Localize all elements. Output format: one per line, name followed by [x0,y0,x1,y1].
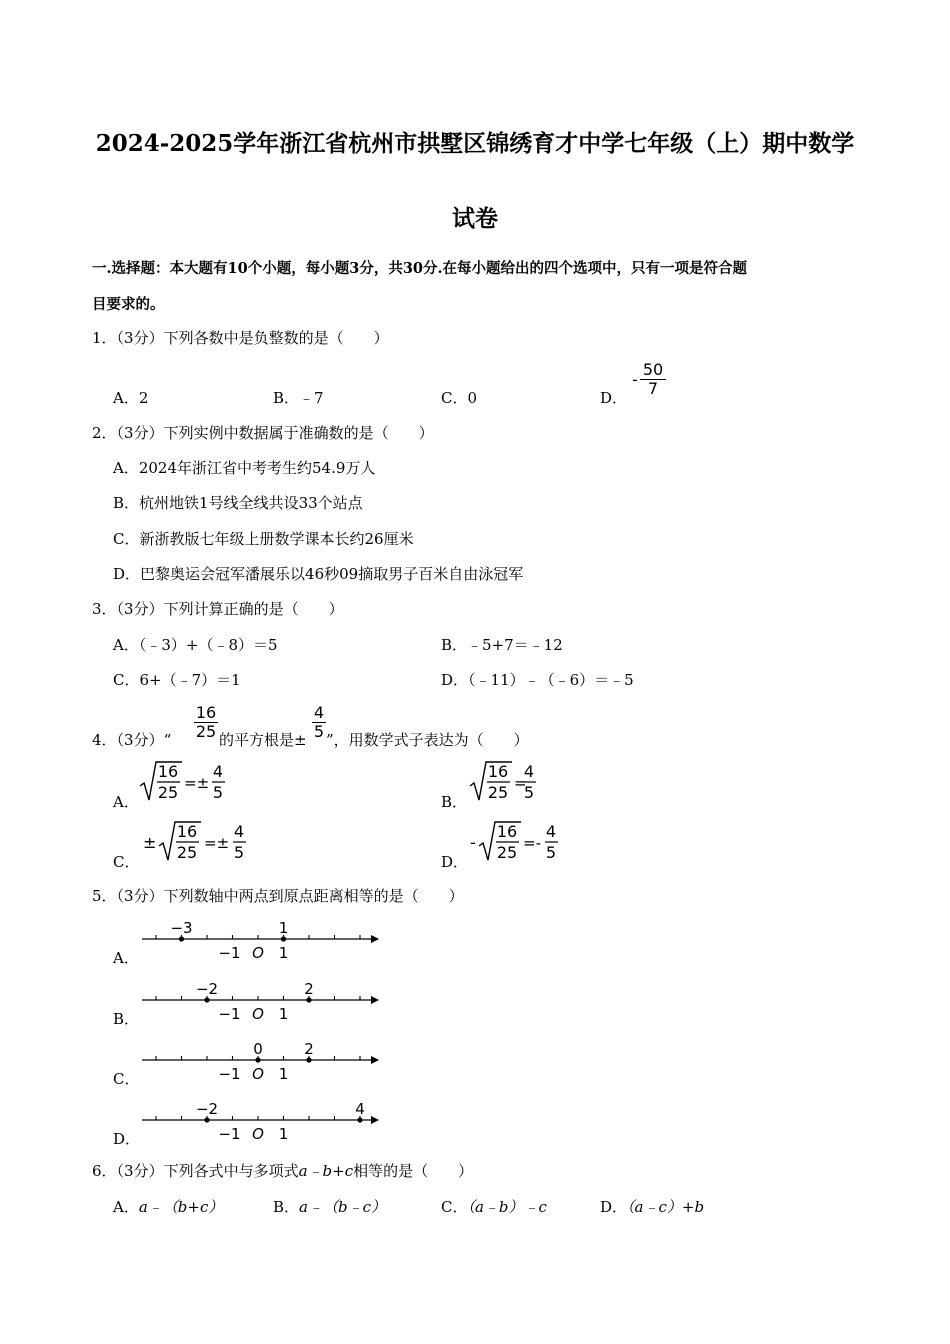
section-heading-line1: 一.选择题：本大题有10个小题，每小题3分，共30分.在每小题给出的四个选项中，只有一项是符合题 [92,260,748,277]
fraction-numerator: 16 [195,703,217,722]
section-heading-line2: 目要求的。 [92,296,165,313]
question-4-fraction-16-25 [194,705,218,740]
marked-point-label: −3 [170,919,193,937]
question-1-d-sign: - [632,370,638,389]
question-4-option-d-label: D． [441,853,469,871]
radical-denominator: 25 [496,843,518,862]
marked-point-label: 1 [278,919,289,937]
question-5-option-d-label: D． [113,1130,141,1148]
tick-label-one: 1 [278,944,289,962]
tick-label-minus-one: −1 [218,944,241,962]
question-4-fraction-4-5 [312,705,326,740]
question-6-option-b: B．a﹣（b﹣c） [273,1198,386,1216]
marked-point-label: 0 [253,1040,263,1058]
origin-label: O [252,1125,264,1143]
marked-point [357,1117,362,1122]
rhs-denominator: 5 [523,783,535,802]
document-title-line1: 2024-2025学年浙江省杭州市拱墅区锦绣育才中学七年级（上）期中数学 [95,130,855,157]
question-3-option-d: D．（﹣11）﹣（﹣6）＝﹣5 [441,671,634,689]
axis-arrow [371,1056,379,1064]
radical-denominator: 25 [157,783,179,802]
marked-point-label: −2 [195,1100,219,1118]
fraction-denominator: 25 [195,722,217,741]
radical-numerator: 16 [157,762,179,781]
question-5-stem: 5．（3分）下列数轴中两点到原点距离相等的是（ ） [92,887,464,905]
radical-numerator: 16 [176,822,198,841]
question-3-option-c: C．6+（﹣7）＝1 [113,671,241,689]
fraction-denominator: 7 [647,379,659,398]
question-1-d-fraction [640,362,666,397]
rhs-denominator: 5 [233,843,245,862]
question-4-stem-mid: 的平方根是± [219,731,307,749]
question-1-option-d: D． [600,389,628,407]
question-6-stem-suffix: 相等的是（ ） [353,1162,474,1180]
axis-arrow [371,935,379,943]
plus-minus-sign: ± [143,833,157,852]
equals-sign: =± [204,834,230,852]
fraction-numerator: 4 [313,703,325,722]
tick-label-minus-one: −1 [218,1005,241,1023]
question-4-option-a-formula [138,758,258,808]
question-4-option-c-label: C． [113,853,140,871]
question-3-option-a: A．（﹣3）+（﹣8）＝5 [113,636,278,654]
rhs-numerator: 4 [212,762,224,781]
axis-arrow [371,996,379,1004]
rhs-denominator: 5 [545,843,557,862]
question-5-number-line-b [138,975,383,1027]
question-6-option-a: A．a﹣（b+c） [113,1198,224,1216]
question-6-polynomial: a﹣b+c [298,1162,354,1180]
question-1-option-c: C．0 [441,389,478,407]
equals-sign: =- [523,834,541,852]
question-5-option-b-label: B． [113,1010,140,1028]
question-2-option-a: A．2024年浙江省中考考生约54.9万人 [113,459,376,477]
question-2-option-d: D．巴黎奥运会冠军潘展乐以46秒09摘取男子百米自由泳冠军 [113,565,524,583]
radical-numerator: 16 [487,762,509,781]
rhs-numerator: 4 [545,822,557,841]
question-4-option-b-label: B． [441,793,468,811]
marked-point-label: 2 [304,980,314,998]
question-5-number-line-a [138,914,383,966]
radical-denominator: 25 [487,783,509,802]
rhs-denominator: 5 [212,783,224,802]
marked-point [306,997,311,1002]
question-2-stem: 2．（3分）下列实例中数据属于准确数的是（ ） [92,424,434,442]
question-2-option-b: B．杭州地铁1号线全线共设33个站点 [113,494,363,512]
marked-point-label: −2 [195,980,219,998]
question-1-option-a: A．2 [113,389,149,407]
question-5-number-line-d [138,1095,383,1147]
tick-label-minus-one: −1 [218,1065,241,1083]
question-5-option-a-label: A． [113,949,139,967]
question-4-option-a-label: A． [113,793,139,811]
question-3-stem: 3．（3分）下列计算正确的是（ ） [92,600,344,618]
tick-label-minus-one: −1 [218,1125,241,1143]
question-3-option-b: B．﹣5+7＝﹣12 [441,636,563,654]
marked-point [204,1117,209,1122]
equals-sign: =± [184,774,210,792]
rhs-numerator: 4 [523,762,535,781]
question-4-stem-suffix: ”，用数学式子表达为（ ） [326,731,529,749]
question-1-stem: 1．（3分）下列各数中是负整数的是（ ） [92,329,389,347]
rhs-numerator: 4 [233,822,245,841]
tick-label-one: 1 [278,1005,289,1023]
fraction-denominator: 5 [313,722,325,741]
tick-label-one: 1 [278,1065,289,1083]
marked-point [281,936,286,941]
question-6-stem [92,1160,473,1181]
marked-point [255,1057,260,1062]
question-4-option-c-formula [143,818,273,868]
minus-sign: - [470,833,476,852]
origin-label: O [252,944,264,962]
radical-denominator: 25 [176,843,198,862]
question-6-option-d: D．（a﹣c）+b [600,1198,705,1216]
question-5-number-line-c [138,1035,383,1087]
question-6-stem-prefix: 6．（3分）下列各式中与多项式 [92,1162,299,1180]
question-4-option-d-formula [470,818,590,868]
document-title-line2: 试卷 [452,205,498,232]
marked-point [179,936,184,941]
fraction-numerator: 50 [642,360,664,379]
question-2-option-c: C．新浙教版七年级上册数学课本长约26厘米 [113,530,414,548]
axis-arrow [371,1116,379,1124]
radical-numerator: 16 [496,822,518,841]
marked-point [306,1057,311,1062]
origin-label: O [252,1005,264,1023]
tick-label-one: 1 [278,1125,289,1143]
question-5-option-c-label: C． [113,1070,140,1088]
question-1-option-b: B．﹣7 [273,389,324,407]
equals-sign: = [514,774,527,792]
question-4-stem-prefix: 4．（3分）“ [92,731,172,749]
marked-point [204,997,209,1002]
origin-label: O [252,1065,264,1083]
marked-point-label: 2 [304,1040,314,1058]
question-4-option-b-formula [468,758,578,808]
question-6-option-c: C．（a﹣b）﹣c [441,1198,547,1216]
marked-point-label: 4 [355,1100,365,1118]
